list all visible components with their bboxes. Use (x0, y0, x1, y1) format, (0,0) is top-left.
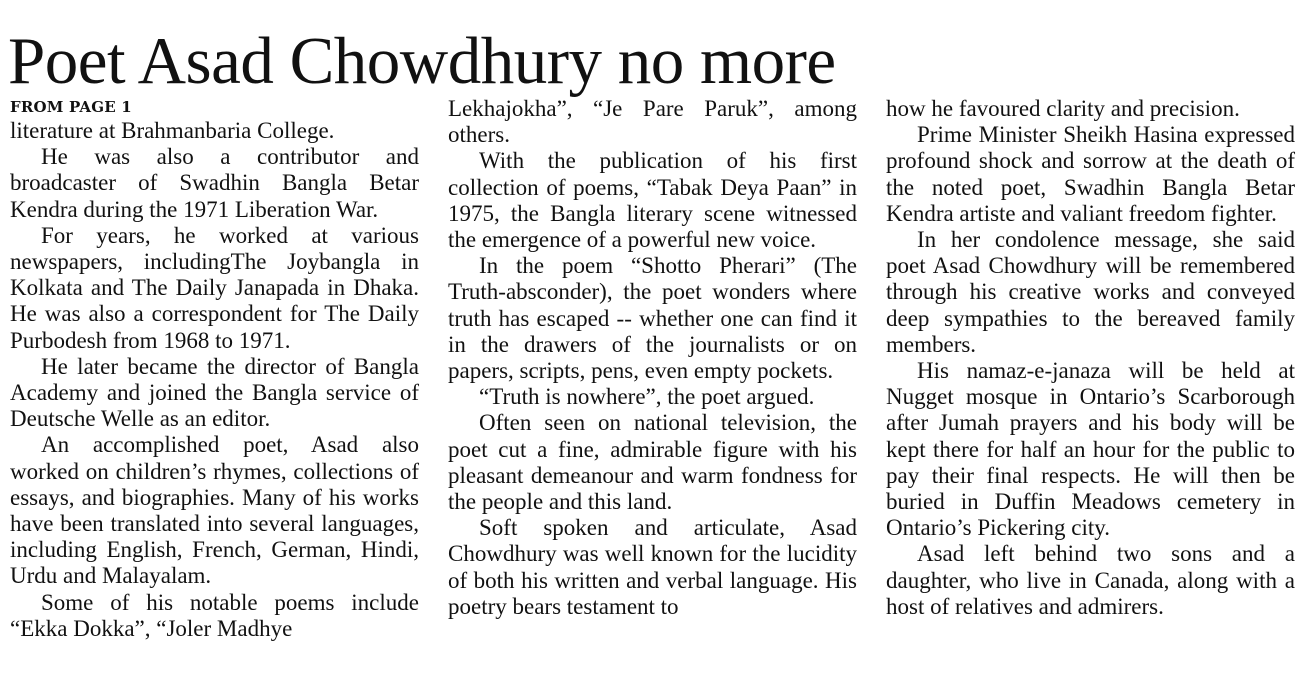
continuation-kicker: FROM PAGE 1 (10, 98, 132, 116)
paragraph: He later became the director of Bangla Academy and joined the Bangla service of Deutsche Welle as an editor. (10, 353, 419, 432)
paragraph: Asad left behind two sons and a daughter, who live in Canada, along with a host of relatives and admirers. (886, 541, 1295, 619)
paragraph: In the poem “Shotto Pherari” (The Truth-absconder), the poet wonders where truth has escaped -- whether one can find it in the drawers of the journalists or on papers, scripts, pens, even empty pockets. (448, 253, 857, 384)
article-column-1 (10, 96, 419, 642)
paragraph: Lekhajokha”, “Je Pare Paruk”, among others. (448, 96, 857, 148)
paragraph: how he favoured clarity and precision. (886, 96, 1240, 121)
paragraph: His namaz-e-janaza will be held at Nugget mosque in Ontario’s Scarborough after Jumah prayers and his body will be kept there for half an hour for the public to pay their final respects. He will then be buried in Duffin Meadows cemetery in Ontario’s Pickering city. (886, 358, 1295, 541)
paragraph: Prime Minister Sheikh Hasina expressed profound shock and sorrow at the death of the noted poet, Swadhin Bangla Betar Kendra artiste and valiant freedom fighter. (886, 122, 1295, 226)
article-column-3 (886, 96, 1295, 620)
paragraph: Soft spoken and articulate, Asad Chowdhury was well known for the lucidity of both his written and verbal language. His poetry bears testament to (448, 515, 857, 619)
paragraph: literature at Brahmanbaria College. (10, 118, 335, 143)
paragraph: “Truth is nowhere”, the poet argued. (479, 384, 815, 410)
paragraph: He was also a contributor and broadcaster of Swadhin Bangla Betar Kendra during the 1971 Liberation War. (10, 144, 419, 222)
paragraph: Often seen on national television, the poet cut a fine, admirable figure with his pleasant demeanour and warm fondness for the people and this land. (448, 410, 857, 515)
article-column-2 (448, 96, 857, 620)
paragraph: An accomplished poet, Asad also worked on children’s rhymes, collections of essays, and biographies. Many of his works have been translated into several languages, including English, French, German, Hindi, Urdu and Malayalam. (10, 432, 419, 589)
paragraph: With the publication of his first collection of poems, “Tabak Deya Paan” in 1975, the Bangla literary scene witnessed the emergence of a powerful new voice. (448, 148, 857, 253)
headline: Poet Asad Chowdhury no more (8, 24, 836, 98)
paragraph: Some of his notable poems include “Ekka Dokka”, “Joler Madhye (10, 589, 419, 641)
paragraph: For years, he worked at various newspapers, includingThe Joybangla in Kolkata and The Daily Janapada in Dhaka. He was also a correspondent for The Daily Purbodesh from 1968 to 1971. (10, 222, 419, 353)
paragraph: In her condolence message, she said poet Asad Chowdhury will be remembered through his creative works and conveyed deep sympathies to the bereaved family members. (886, 227, 1295, 357)
